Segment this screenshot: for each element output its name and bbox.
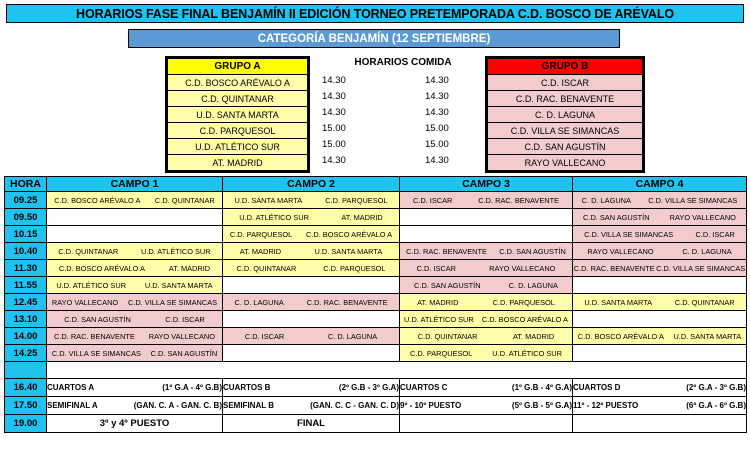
finals-cell: [400, 397, 573, 415]
row-time: 11.30: [5, 260, 47, 277]
match-home-team: U.D. SANTA MARTA: [584, 297, 653, 307]
match-away-team: C.D. VILLA SE SIMANCAS: [127, 297, 218, 307]
comida-time: 14.30: [425, 155, 449, 166]
match-away-team: RAYO VALLECANO: [489, 263, 556, 273]
match-away-team: C. D. LAGUNA: [508, 280, 558, 290]
row-time: 09.50: [5, 209, 47, 226]
match-away-team: RAYO VALLECANO: [148, 331, 215, 341]
table-row: [5, 311, 747, 328]
table-row: [5, 277, 747, 294]
comida-time: 14.30: [425, 75, 449, 86]
table-row: [5, 226, 747, 243]
table-row: [5, 260, 747, 277]
match-cell-empty: [223, 277, 400, 294]
finals-match-detail: (2º G.A - 3º G.B): [686, 383, 746, 392]
row-time: 19.00: [5, 415, 47, 433]
match-home-team: U.D. SANTA MARTA: [234, 195, 303, 205]
schedule-table: [4, 176, 747, 433]
row-time: 17.50: [5, 397, 47, 415]
col-header-campo-4: CAMPO 4: [573, 177, 747, 192]
match-away-team: C.D. PARQUESOL: [325, 195, 388, 205]
match-cell: [223, 260, 400, 277]
group-b-team: RAYO VALLECANO: [488, 155, 643, 171]
match-away-team: C.D. SAN AGUSTÍN: [150, 348, 218, 358]
match-cell: [573, 243, 747, 260]
match-home-team: C.D. PARQUESOL: [410, 348, 473, 358]
match-cell-empty: [223, 311, 400, 328]
final-match-cell: [400, 415, 573, 433]
match-home-team: C. D. LAGUNA: [581, 195, 631, 205]
comida-title: HORARIOS COMIDA: [354, 57, 452, 68]
group-b-team: C.D. ISCAR: [488, 75, 643, 91]
match-home-team: C.D. QUINTANAR: [417, 331, 478, 341]
match-cell: [47, 311, 223, 328]
finals-match-name: SEMIFINAL B: [223, 401, 274, 410]
group-a-team: C.D. BOSCO ARÉVALO A: [168, 75, 308, 91]
finals-cell: [47, 397, 223, 415]
match-home-team: C.D. SAN AGUSTÍN: [414, 280, 481, 290]
comida-time: 14.30: [322, 75, 346, 86]
group-b-body: [488, 59, 643, 171]
match-away-team: C.D. BOSCO ARÉVALO A: [305, 229, 393, 239]
row-time: 14.00: [5, 328, 47, 345]
table-row: [5, 243, 747, 260]
finals-match-name: CUARTOS C: [400, 383, 448, 392]
match-away-team: C.D. PARQUESOL: [323, 263, 386, 273]
match-home-team: C.D. QUINTANAR: [58, 246, 119, 256]
match-home-team: C.D. BOSCO ARÉVALO A: [54, 195, 141, 205]
match-home-team: C.D. QUINTANAR: [236, 263, 297, 273]
match-away-team: RAYO VALLECANO: [669, 212, 736, 222]
col-header-hora: HORA: [5, 177, 47, 192]
match-away-team: U.D. ATLÉTICO SUR: [492, 348, 562, 358]
match-cell: [573, 209, 747, 226]
finals-match-name: 11º - 12º PUESTO: [573, 401, 639, 410]
row-time: 16.40: [5, 379, 47, 397]
match-home-team: C.D. RAC. BENAVENTE: [53, 331, 135, 341]
match-cell: [573, 192, 747, 209]
match-home-team: C.D. SAN AGUSTÍN: [583, 212, 650, 222]
table-row: [5, 345, 747, 362]
match-cell-empty: [400, 226, 573, 243]
comida-time: 14.30: [425, 91, 449, 102]
spacer-row: [5, 362, 747, 379]
match-home-team: C.D. RAC. BENAVENTE: [406, 246, 487, 256]
finals-match-detail: (1º G.A - 4º G.B): [162, 383, 222, 392]
match-away-team: C.D. PARQUESOL: [492, 297, 555, 307]
row-time: 10.15: [5, 226, 47, 243]
group-a-team: U.D. SANTA MARTA: [168, 107, 308, 123]
match-cell: [223, 328, 400, 345]
group-a-team: C.D. PARQUESOL: [168, 123, 308, 139]
finals-row: [5, 397, 747, 415]
match-cell: [223, 192, 400, 209]
row-time: 14.25: [5, 345, 47, 362]
match-home-team: RAYO VALLECANO: [51, 297, 119, 307]
match-away-team: U.D. SANTA MARTA: [673, 331, 742, 341]
match-home-team: C.D. SAN AGUSTÍN: [64, 314, 131, 324]
match-cell: [47, 192, 223, 209]
match-home-team: C.D. ISCAR: [412, 195, 453, 205]
match-away-team: C.D. RAC. BENAVENTE: [306, 297, 388, 307]
match-away-team: AT. MADRID: [168, 263, 211, 273]
match-cell: [400, 260, 573, 277]
finals-match-name: CUARTOS D: [573, 383, 621, 392]
final-row: [5, 415, 747, 433]
group-b-team: C.D. VILLA SE SIMANCAS: [488, 123, 643, 139]
match-home-team: C.D. PARQUESOL: [229, 229, 293, 239]
col-header-campo-1: CAMPO 1: [47, 177, 223, 192]
comida-time: 14.30: [322, 107, 346, 118]
match-away-team: C. D. LAGUNA: [682, 246, 732, 256]
spacer-cell: [47, 362, 747, 379]
comida-column-left: [322, 73, 367, 169]
match-cell: [573, 260, 747, 277]
table-row: [5, 192, 747, 209]
match-away-team: C.D. RAC. BENAVENTE: [478, 195, 560, 205]
match-cell: [400, 277, 573, 294]
comida-time: 15.00: [425, 139, 449, 150]
match-cell: [400, 328, 573, 345]
match-away-team: C.D. SAN AGUSTÍN: [499, 246, 566, 256]
match-cell: [47, 243, 223, 260]
col-header-campo-2: CAMPO 2: [223, 177, 400, 192]
match-away-team: C.D. QUINTANAR: [154, 195, 215, 205]
finals-cell: [400, 379, 573, 397]
page-title: HORARIOS FASE FINAL BENJAMÍN II EDICIÓN TORNEO PRETEMPORADA C.D. BOSCO DE ARÉVALO: [6, 4, 744, 23]
row-time: 12.45: [5, 294, 47, 311]
match-cell-empty: [573, 277, 747, 294]
category-banner: CATEGORÍA BENJAMÍN (12 SEPTIEMBRE): [128, 29, 620, 48]
match-cell: [573, 328, 747, 345]
match-home-team: U.D. ATLÉTICO SUR: [239, 212, 309, 222]
schedule-body: [5, 192, 747, 433]
finals-match-detail: (GAN. C. A - GAN. C. B): [133, 401, 222, 410]
group-a-team: C.D. QUINTANAR: [168, 91, 308, 107]
comida-time: 14.30: [322, 155, 346, 166]
match-cell: [47, 260, 223, 277]
final-match-cell: 3º y 4º PUESTO: [47, 415, 223, 433]
group-b-team: C.D. RAC. BENAVENTE: [488, 91, 643, 107]
match-cell: [400, 345, 573, 362]
match-cell: [400, 311, 573, 328]
group-b-team: C.D. SAN AGUSTÍN: [488, 139, 643, 155]
table-row: [5, 294, 747, 311]
group-a-body: [168, 59, 308, 171]
match-away-team: U.D. SANTA MARTA: [314, 246, 383, 256]
final-match-cell: FINAL: [223, 415, 400, 433]
group-b-table: [485, 56, 645, 173]
match-cell-empty: [573, 311, 747, 328]
match-cell: [47, 294, 223, 311]
match-home-team: RAYO VALLECANO: [587, 246, 654, 256]
match-cell: [573, 294, 747, 311]
finals-match-detail: (1º G.B - 4º G.A): [511, 383, 572, 392]
spacer-time-cell: [5, 362, 47, 379]
match-away-team: U.D. ATLÉTICO SUR: [140, 246, 211, 256]
match-home-team: C.D. BOSCO ARÉVALO A: [58, 263, 145, 273]
match-home-team: C.D. VILLA SE SIMANCAS: [584, 229, 674, 239]
group-a-team: AT. MADRID: [168, 155, 308, 171]
match-home-team: C. D. LAGUNA: [234, 297, 284, 307]
row-time: 10.40: [5, 243, 47, 260]
match-cell-empty: [573, 345, 747, 362]
comida-time: 14.30: [425, 107, 449, 118]
match-away-team: AT. MADRID: [341, 212, 383, 222]
match-cell: [223, 243, 400, 260]
schedule-header-row: [5, 177, 747, 192]
match-away-team: AT. MADRID: [512, 331, 555, 341]
match-cell: [223, 209, 400, 226]
finals-cell: [223, 379, 400, 397]
match-cell: [47, 345, 223, 362]
finals-match-name: CUARTOS B: [223, 383, 271, 392]
group-a-team: U.D. ATLÉTICO SUR: [168, 139, 308, 155]
row-time: 09.25: [5, 192, 47, 209]
match-home-team: C.D. VILLA SE SIMANCAS: [51, 348, 141, 358]
match-away-team: C.D. BOSCO ARÉVALO A: [481, 314, 568, 324]
finals-match-detail: (6º G.A - 6º G.B): [686, 401, 746, 410]
match-cell: [573, 226, 747, 243]
match-away-team: C.D. VILLA SE SIMANCAS: [648, 195, 738, 205]
finals-match-name: 9º - 10º PUESTO: [400, 401, 462, 410]
match-home-team: C.D. ISCAR: [416, 263, 456, 273]
match-cell: [223, 226, 400, 243]
row-time: 13.10: [5, 311, 47, 328]
match-away-team: C.D. QUINTANAR: [674, 297, 735, 307]
match-home-team: C.D. BOSCO ARÉVALO A: [577, 331, 664, 341]
col-header-campo-3: CAMPO 3: [400, 177, 573, 192]
comida-time: 15.00: [322, 139, 346, 150]
finals-row: [5, 379, 747, 397]
finals-match-detail: (5º G.B - 5º G.A): [511, 401, 572, 410]
table-row: [5, 209, 747, 226]
finals-cell: [573, 397, 747, 415]
match-home-team: AT. MADRID: [417, 297, 459, 307]
match-away-team: C. D. LAGUNA: [327, 331, 378, 341]
match-cell-empty: [223, 345, 400, 362]
comida-time: 14.30: [322, 91, 346, 102]
match-home-team: AT. MADRID: [239, 246, 282, 256]
finals-cell: [573, 379, 747, 397]
match-home-team: C.D. RAC. BENAVENTE: [573, 263, 655, 273]
group-a-table: [165, 56, 310, 173]
match-cell: [400, 294, 573, 311]
comida-column-right: [425, 73, 470, 169]
finals-match-name: CUARTOS A: [47, 383, 95, 392]
row-time: 11.55: [5, 277, 47, 294]
finals-cell: [223, 397, 400, 415]
match-away-team: U.D. SANTA MARTA: [144, 280, 213, 290]
group-a-header: GRUPO A: [168, 59, 308, 75]
finals-match-name: SEMIFINAL A: [47, 401, 98, 410]
comida-time: 15.00: [425, 123, 449, 134]
match-cell: [223, 294, 400, 311]
match-cell: [47, 277, 223, 294]
match-home-team: C.D. ISCAR: [244, 331, 285, 341]
match-away-team: C.D. ISCAR: [695, 229, 735, 239]
comida-time: 15.00: [322, 123, 346, 134]
match-cell-empty: [400, 209, 573, 226]
final-match-cell: [573, 415, 747, 433]
finals-match-detail: (2º G.B - 3º G.A): [338, 383, 399, 392]
table-row: [5, 328, 747, 345]
match-cell: [47, 328, 223, 345]
match-away-team: C.D. ISCAR: [165, 314, 205, 324]
match-away-team: C.D. VILLA SE SIMANCAS: [656, 263, 746, 273]
match-home-team: U.D. ATLÉTICO SUR: [56, 280, 127, 290]
match-home-team: U.D. ATLÉTICO SUR: [404, 314, 474, 324]
finals-cell: [47, 379, 223, 397]
finals-match-detail: (GAN. C. C - GAN. C. D): [310, 401, 399, 410]
match-cell-empty: [47, 226, 223, 243]
group-b-team: C. D. LAGUNA: [488, 107, 643, 123]
match-cell: [400, 192, 573, 209]
match-cell: [400, 243, 573, 260]
group-b-header: GRUPO B: [488, 59, 643, 75]
match-cell-empty: [47, 209, 223, 226]
